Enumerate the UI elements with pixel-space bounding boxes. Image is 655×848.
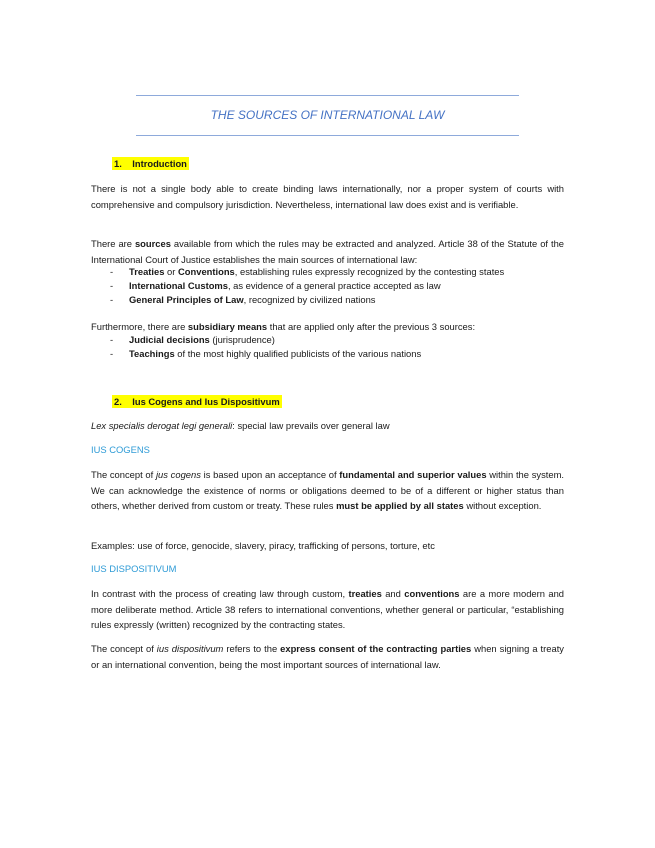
subheading-ius-cogens: IUS COGENS (91, 444, 150, 455)
section-2-heading-text: 2. Ius Cogens and Ius Dispositivum (114, 396, 280, 407)
text-run-bold: Treaties (129, 266, 165, 277)
text-run-italic: ius dispositivum (156, 643, 224, 654)
examples-line: Examples: use of force, genocide, slavery, piracy, trafficking of persons, torture, etc (91, 540, 435, 551)
text-run: Furthermore, there are (91, 321, 188, 332)
subheading-ius-dispositivum: IUS DISPOSITIVUM (91, 563, 177, 574)
list-item-text (129, 265, 504, 279)
text-run: and (381, 588, 405, 599)
list-dash: - (110, 348, 114, 359)
section-1-heading (112, 157, 189, 171)
text-run-bold: sources (134, 238, 171, 249)
list-item-text (129, 293, 375, 307)
text-run: of the most highly qualified publicists of the various nations (174, 348, 422, 359)
title-rule-bottom (136, 135, 519, 136)
text-run: is based upon an acceptance of (200, 469, 340, 480)
text-run: that are applied only after the previous 3 sources: (267, 321, 476, 332)
ius-dispositivum-paragraph-1 (91, 586, 564, 633)
text-run: , as evidence of a general practice accepted as law (227, 280, 441, 291)
text-run: The concept of (91, 469, 156, 480)
text-run-bold: General Principles of Law (129, 294, 244, 305)
section-2-heading (112, 395, 282, 409)
text-run: , recognized by civilized nations (243, 294, 376, 305)
text-run: In contrast with the process of creating law through custom, (91, 588, 349, 599)
intro-paragraph-2 (91, 236, 564, 267)
list-item-text (129, 347, 421, 361)
text-run: There are (91, 238, 135, 249)
text-run: within the system. We can acknowledge the existence of norms or obligations deemed to be of a different or higher status than others, whether derived from custom or treaty. These rules (91, 469, 564, 511)
title-rule-top (136, 95, 519, 96)
text-run-bold: fundamental and superior values (339, 469, 487, 480)
text-run: when signing a treaty or an international convention, being the most important sources of international law. (91, 643, 564, 670)
text-run: are a more modern and more deliberate method. Article 38 refers to international conventions, whether general or particular, “establishing rules expressly (written) recognized by the contracting states. (91, 588, 564, 630)
text-run-bold: subsidiary means (187, 321, 268, 332)
text-run-bold: Judicial decisions (129, 334, 210, 345)
section-1-heading-text: 1. Introduction (114, 158, 187, 169)
text-run: refers to the (223, 643, 281, 654)
ius-cogens-paragraph (91, 467, 564, 514)
text-run-bold: express consent of the contracting parties (280, 643, 472, 654)
list-dash: - (110, 280, 114, 291)
text-run-bold: Teachings (129, 348, 175, 359)
list-dash: - (110, 294, 114, 305)
page-title: THE SOURCES OF INTERNATIONAL LAW (210, 108, 445, 122)
text-run: , establishing rules expressly recognized by the contesting states (234, 266, 505, 277)
text-run-bold: International Customs (129, 280, 228, 291)
text-run: (jurisprudence) (209, 334, 275, 345)
text-run: without exception. (463, 500, 542, 511)
text-run: available from which the rules may be extracted and analyzed. Article 38 of the Statute of the International Court of Justice establishes the main sources of international law: (91, 238, 565, 265)
text-run: The concept of (91, 643, 157, 654)
text-run-italic: Lex specialis derogat legi generali (91, 420, 233, 431)
lex-specialis-line (91, 418, 564, 434)
text-run-bold: treaties (348, 588, 382, 599)
text-run-bold: must be applied by all states (336, 500, 464, 511)
list-item-text (129, 279, 441, 293)
intro-paragraph-1: There is not a single body able to create binding laws internationally, nor a proper system of courts with comprehensive and compulsory jurisdiction. Nevertheless, international law does exist and is verifiable. (91, 183, 564, 210)
text-run-bold: conventions (404, 588, 460, 599)
ius-dispositivum-paragraph-2 (91, 641, 564, 672)
list-dash: - (110, 266, 114, 277)
list-item-text (129, 333, 275, 347)
text-run-bold: Conventions (178, 266, 235, 277)
list-dash: - (110, 334, 114, 345)
text-run-italic: jus cogens (155, 469, 201, 480)
text-run: : special law prevails over general law (232, 420, 390, 431)
text-run: or (164, 266, 178, 277)
